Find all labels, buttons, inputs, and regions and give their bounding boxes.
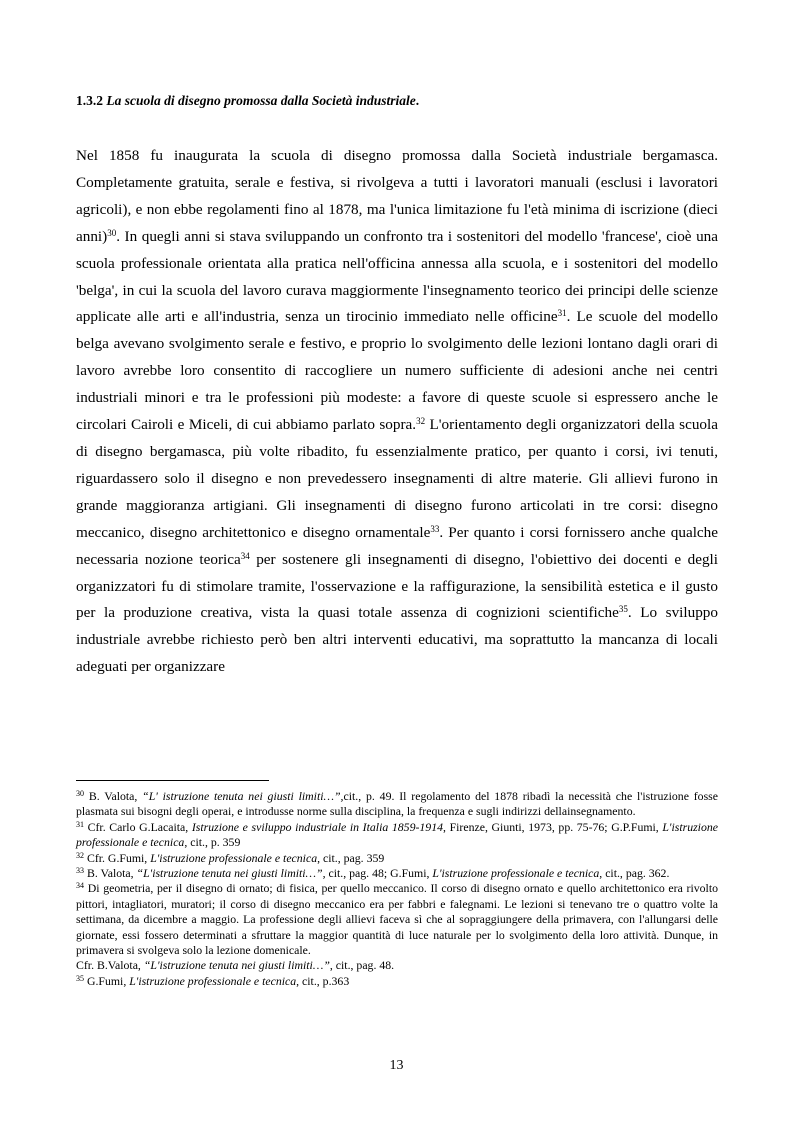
body-text-segment: . In quegli anni si stava sviluppando un confronto tra i sostenitori del modello 'francese', cioè una scuola professionale orientata alla pratica nell'officina annessa alla scuola, e i sostenitori del modello 'belga', in cui la scuola del lavoro curava maggiormente l'insegnamento teorico dei principi delle scienze applicate alle arti e all'industria, senza un tirocinio immediato nelle officine xyxy=(76,227,718,326)
footnote-text: cit., p. 49. Il regolamento del 1878 ribadì la necessità che l'istruzione fosse plasmata sui bisogni degli operai, e introdusse norme sulla disciplina, la frequenza e sugli indirizzi dellainsegnamento. xyxy=(76,789,718,819)
footnote-text: Cfr. B.Valota, xyxy=(76,958,144,973)
footnote-text: , cit., p.363 xyxy=(296,973,350,988)
footnote-work-title: L'istruzione professionale e tecnica xyxy=(76,819,718,850)
footnote-ref-32[interactable]: 32 xyxy=(416,416,426,427)
footnotes xyxy=(76,789,718,989)
footnote-33 xyxy=(76,866,718,881)
footnote-35 xyxy=(76,974,718,989)
footnote-number: 32 xyxy=(76,850,84,860)
footnote-text: , cit., pag. 359 xyxy=(317,850,385,865)
footnote-text: B. Valota, xyxy=(84,789,143,803)
footnote-31 xyxy=(76,820,718,851)
footnote-text: Cfr. Carlo G.Lacaita, xyxy=(84,819,192,834)
footnote-number: 35 xyxy=(76,973,84,983)
footnote-ref-35[interactable]: 35 xyxy=(618,604,628,615)
body-text-segment: . Per quanto i corsi fornissero anche qualche necessaria nozione teorica xyxy=(76,523,718,568)
body-text-segment: Nel 1858 fu inaugurata la scuola di disegno promossa dalla Società industriale bergamasca. Completamente gratuita, serale e festiva, si rivolgeva a tutti i lavoratori manuali (esclusi i lavoratori agricoli), e non ebbe regolamenti fino al 1878, ma l'unica limitazione fu l'età minima di iscrizione (dieci anni) xyxy=(76,147,718,245)
footnote-text: G.Fumi, xyxy=(84,973,130,988)
page-number: 13 xyxy=(389,1058,404,1073)
footnote-number: 34 xyxy=(76,881,84,891)
footnote-text: , cit., pag. 48. xyxy=(329,958,395,973)
footnote-number: 33 xyxy=(76,866,84,876)
footnote-30 xyxy=(76,789,718,820)
footnote-work-title: L'istruzione professionale e tecnica xyxy=(432,866,600,881)
footnote-number: 30 xyxy=(76,789,84,798)
footnote-work-title: “L'istruzione tenuta nei giusti limiti…” xyxy=(143,958,330,973)
body-paragraph xyxy=(76,143,718,681)
footnote-text: , Firenze, Giunti, 1973, pp. 75-76; G.P.Fumi, xyxy=(443,819,663,834)
footnote-text: Cfr. G.Fumi, xyxy=(84,850,151,865)
footnote-ref-31[interactable]: 31 xyxy=(557,308,567,319)
footnote-work-title: “L'istruzione tenuta nei giusti limiti…”, xyxy=(136,866,326,881)
footnote-number: 31 xyxy=(76,819,84,829)
section-number: 1.3.2 xyxy=(76,93,103,108)
footnote-work-title: L'istruzione professionale e tecnica xyxy=(129,973,297,988)
footnote-text: , cit., pag. 362. xyxy=(599,866,670,881)
body-text-segment: per sostenere gli insegnamenti di disegno, l'obiettivo dei docenti e degli organizzatori fu di stimolare tramite, l'osservazione e la raffigurazione, la sensibilità estetica e il gusto per la produzione creativa, vista la quasi totale assenza di cognizioni scientifiche xyxy=(76,550,718,622)
body-text-segment: . Le scuole del modello belga avevano svolgimento serale e festivo, e proprio lo svolgimento delle lezioni lontano dagli orari di lavoro avrebbe loro consentito di raccogliere un numero sufficiente di adesioni anche nei centri industriali minori e tra le professioni più modeste: a favore di queste scuole si espressero anche le circolari Cairoli e Miceli, di cui abbiamo parlato sopra. xyxy=(76,308,718,434)
footnote-work-title: L'istruzione professionale e tecnica xyxy=(150,850,318,865)
footnote-separator xyxy=(76,780,269,781)
footnote-32 xyxy=(76,851,718,866)
footnote-work-title: Istruzione e sviluppo industriale in Italia 1859-1914 xyxy=(191,819,443,834)
footnote-text: , cit., p. 359 xyxy=(184,835,241,850)
footnote-work-title: “L' istruzione tenuta nei giusti limiti…”, xyxy=(142,789,344,803)
section-title-period: . xyxy=(415,93,420,108)
body-text-segment: L'orientamento degli organizzatori della scuola di disegno bergamasca, più volte ribadito, fu essenzialmente pratico, per quanto i corsi, ivi tenuti, riguardassero solo il disegno e non prevedessero insegnamenti di altre materie. Gli allievi furono in grande maggioranza artigiani. Gli insegnamenti di disegno furono articolati in tre corsi: disegno meccanico, disegno architettonico e disegno ornamentale xyxy=(76,416,718,541)
footnote-ref-30[interactable]: 30 xyxy=(107,227,117,238)
footnote-text: B. Valota, xyxy=(84,866,137,881)
footnote-34 xyxy=(76,881,718,973)
footnote-ref-33[interactable]: 33 xyxy=(430,523,440,534)
section-title: La scuola di disegno promossa dalla Società industriale xyxy=(106,93,416,108)
footnote-text: cit., pag. 48; G.Fumi, xyxy=(325,866,433,881)
footnote-text: Di geometria, per il disegno di ornato; di fisica, per quello meccanico. Il corso di disegno ornato e quello architettonico era rivolto pittori, intagliatori, muratori; il corso di disegno meccanico era per fabbri e falegnami. Le lezioni si tenevano tre o quattro volte la settimana, da dicembre a maggio. La professione degli allievi faceva sì che al sopraggiungere della primavera, con l'allungarsi delle giornate, essi fossero determinati a sfruttare la maggior quantità di luce naturale per lo svolgimento della loro attività. Dunque, in primavera si svolgeva solo la lezione domenicale. xyxy=(76,881,718,958)
footnote-ref-34[interactable]: 34 xyxy=(240,550,250,561)
body-text-segment: . Lo sviluppo industriale avrebbe richiesto però ben altri interventi educativi, ma soprattutto la mancanza di locali adeguati per organizzare xyxy=(76,604,718,676)
section-heading xyxy=(76,92,726,110)
